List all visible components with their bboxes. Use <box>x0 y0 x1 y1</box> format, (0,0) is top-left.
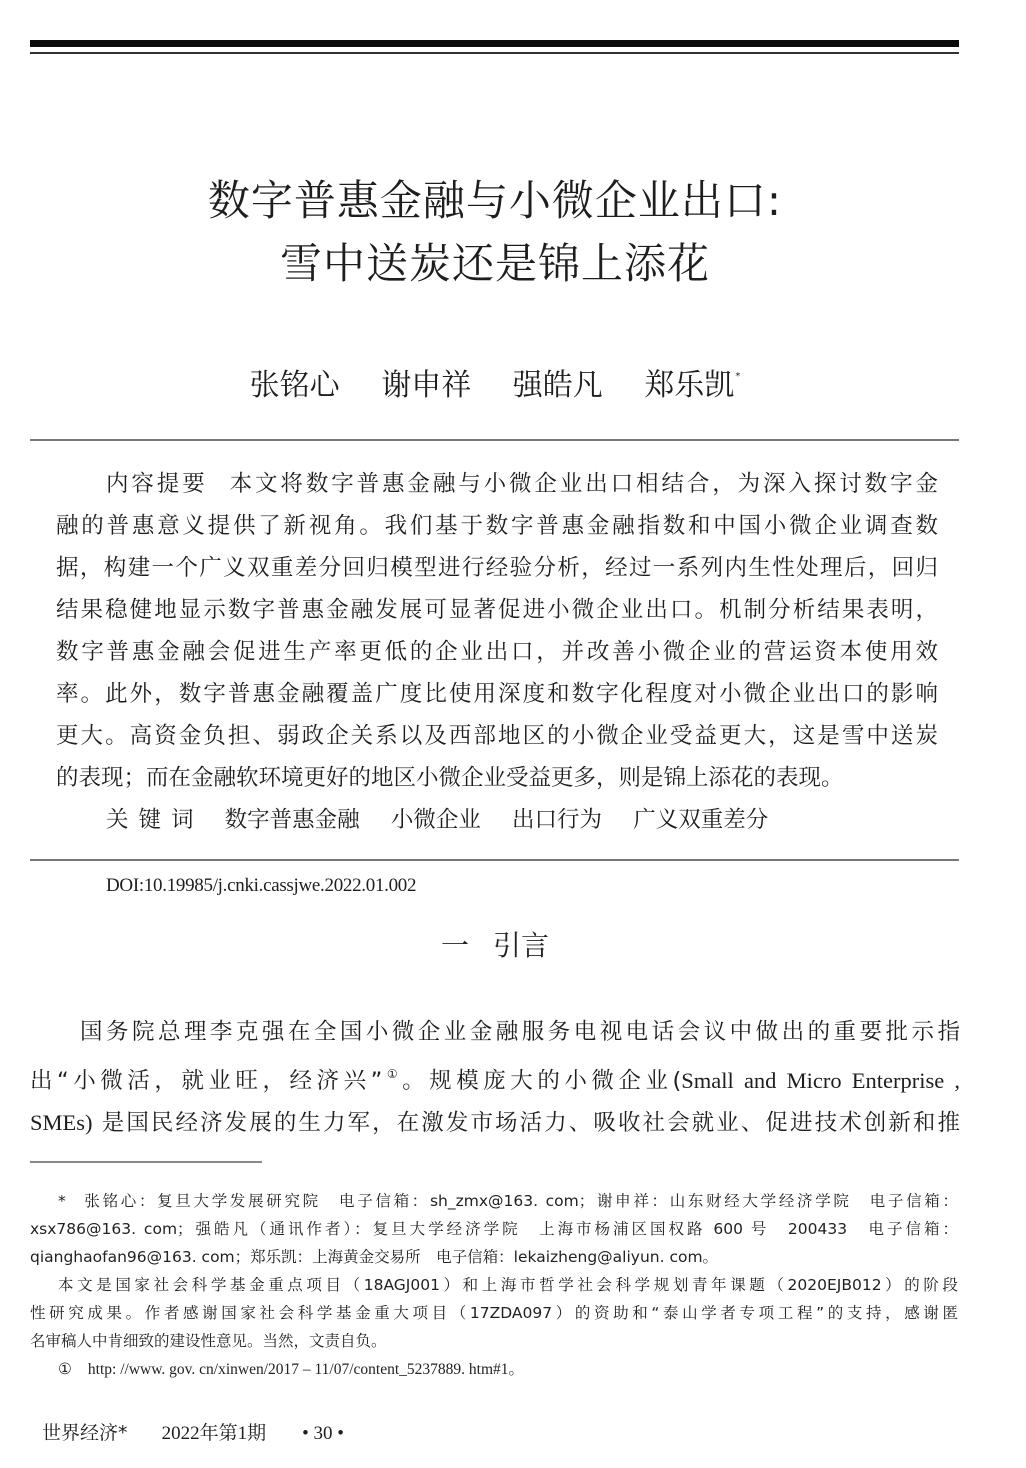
footnote-author-line: xsx786@163. com；强皓凡（通讯作者）：复旦大学经济学院 上海市杨浦区国权路 600 号 200433 电子信箱： <box>30 1220 958 1238</box>
abstract-bottom-rule <box>30 859 959 861</box>
footnote-author-line: qianghaofan96@163. com；郑乐凯：上海黄金交易所 电子信箱：lekaizheng@aliyun. com。 <box>30 1248 719 1266</box>
footnote-marker: * <box>58 1192 66 1210</box>
body-text <box>30 1011 960 1144</box>
author-name: 郑乐凯 <box>644 368 735 403</box>
author-list <box>0 352 990 411</box>
body-line: 出“小微活，就业旺，经济兴”①。规模庞大的小微企业(Small and Micro Enterprise , <box>30 1067 960 1094</box>
keyword: 广义双重差分 <box>633 807 769 833</box>
journal-name: 世界经济* <box>42 1422 128 1444</box>
keywords <box>106 800 792 840</box>
footnote-url[interactable]: http: //www. gov. cn/xinwen/2017 – 11/07/content_5237889. htm#1。 <box>87 1361 525 1378</box>
author-footnote-marker[interactable]: * <box>735 371 741 382</box>
footnote-author-line: * 张铭心：复旦大学发展研究院 电子信箱：sh_zmx@163. com；谢申祥：山东财经大学经济学院 电子信箱： <box>58 1192 958 1210</box>
footnote-ref-marker: ① <box>58 1360 72 1378</box>
footnote-ref-line <box>30 1355 958 1384</box>
abstract-line: 更大。高资金负担、弱政企关系以及西部地区的小微企业受益更大，这是雪中送炭 <box>56 723 938 749</box>
header-rule-thick <box>30 40 959 47</box>
section-number: 一 <box>440 929 469 962</box>
body-line: SMEs) 是国民经济发展的生力军，在激发市场活力、吸收社会就业、促进技术创新和推 <box>30 1110 960 1136</box>
abstract-line: 内容提要 本文将数字普惠金融与小微企业出口相结合，为深入探讨数字金 <box>106 471 938 497</box>
article-title-line-2: 雪中送炭还是锦上添花 <box>279 239 710 288</box>
section-heading <box>0 924 990 968</box>
footnote-separator <box>30 1161 262 1163</box>
abstract-line: 结果稳健地显示数字普惠金融发展可显著促进小微企业出口。机制分析结果表明， <box>56 597 938 623</box>
abstract-line: 融的普惠意义提供了新视角。我们基于数字普惠金融指数和中国小微企业调查数 <box>56 513 938 539</box>
author-name: 强皓凡 <box>512 368 603 403</box>
footnote-funding-line: 性研究成果。作者感谢国家社会科学基金重大项目（17ZDA097）的资助和“泰山学者专项工程”的支持，感谢匿 <box>30 1304 958 1322</box>
body-line: 国务院总理李克强在全国小微企业金融服务电视电话会议中做出的重要批示指 <box>80 1019 960 1045</box>
abstract-line: 的表现；而在金融软环境更好的地区小微企业受益更多，则是锦上添花的表现。 <box>56 765 844 791</box>
abstract-line: 据，构建一个广义双重差分回归模型进行经验分析，经过一系列内生性处理后，回归 <box>56 555 938 581</box>
footnote-funding-line: 名审稿人中肯细致的建设性意见。当然，文责自负。 <box>30 1332 387 1350</box>
section-title: 引言 <box>493 929 550 962</box>
keyword: 出口行为 <box>512 807 603 833</box>
author-name: 张铭心 <box>249 368 340 403</box>
footnote-funding-line: 本文是国家社会科学基金重点项目（18AGJ001）和上海市哲学社会科学规划青年课题（2020EJB012）的阶段 <box>58 1276 958 1294</box>
page-number: • 30 • <box>302 1423 344 1444</box>
doi[interactable]: DOI:10.19985/j.cnki.cassjwe.2022.01.002 <box>106 875 417 896</box>
abstract-label: 内容提要 <box>106 471 208 497</box>
abstract-top-rule <box>30 439 959 441</box>
header-rule-thin <box>30 52 959 54</box>
footnotes <box>30 1187 958 1384</box>
abstract-line: 率。此外，数字普惠金融覆盖广度比使用深度和数字化程度对小微企业出口的影响 <box>56 681 938 707</box>
running-footer <box>42 1418 344 1449</box>
author-name-with-marker <box>644 368 740 403</box>
keywords-label: 关键词 <box>106 807 204 833</box>
article-title-line-1: 数字普惠金融与小微企业出口: <box>207 176 783 225</box>
issue-number: 2022年第1期 <box>161 1423 267 1444</box>
abstract <box>56 463 938 799</box>
keyword: 小微企业 <box>390 807 481 833</box>
footnote-ref-1[interactable]: ① <box>382 1067 403 1081</box>
author-name: 谢申祥 <box>381 368 472 403</box>
keyword: 数字普惠金融 <box>224 807 360 833</box>
abstract-line: 数字普惠金融会促进生产率更低的企业出口，并改善小微企业的营运资本使用效 <box>56 639 938 665</box>
